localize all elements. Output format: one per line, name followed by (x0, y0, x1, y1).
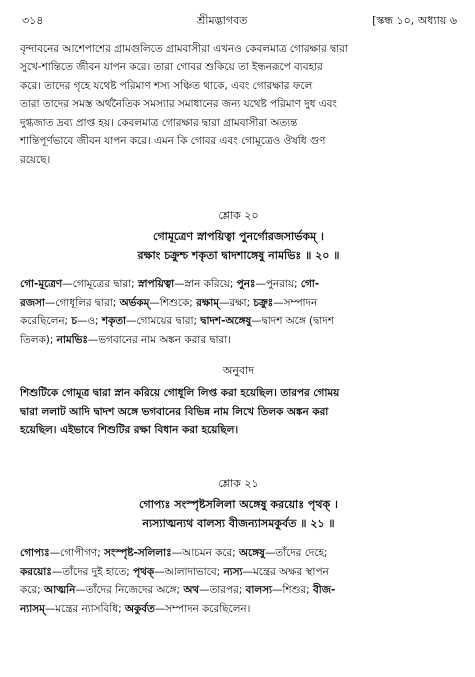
translation-line: শিশুটিকে গোমূত্র দ্বারা স্নান করিয়ে গোধূলি লিপ্ত করা হয়েছিল। তারপর গোময় (20, 387, 340, 399)
sanskrit-term: করয়োঃ (20, 566, 52, 578)
sanskrit-term: গো- (300, 278, 320, 290)
verse-21-line-2: ন্যস্যাত্মন্যথ বালস্য বীজন্যাসমকুর্বত ॥ ২১ ॥ (142, 517, 335, 530)
chapter-reference: [স্কন্ধ ১০, অধ্যায় ৬ (372, 14, 457, 27)
verse-20-line-2: রক্ষাং চক্রুশ্চ শকৃতা দ্বাদশাঙ্গেষু নামভিঃ ॥ ২০ ॥ (137, 249, 340, 262)
sanskrit-term: নামভিঃ (56, 334, 88, 346)
term-meaning: —আলাদাভাবে; (154, 566, 224, 578)
synonym-line (20, 294, 457, 313)
term-meaning: —তাঁদের দুই হাতে; (51, 566, 134, 578)
term-meaning: —তারপর; (199, 584, 246, 596)
purport-line: রয়েছে। (20, 154, 51, 166)
term-meaning: —শিশুর; (271, 584, 313, 596)
term-meaning: —গোপীগণ; (49, 547, 105, 559)
sanskrit-term: অঙ্গেষু (239, 547, 265, 559)
term-meaning: —স্নান করিয়ে; (174, 278, 237, 290)
sanskrit-term: দ্বাদশ-অঙ্গেষু (200, 315, 252, 327)
sanskrit-term: চক্রুঃ (253, 297, 274, 309)
synonym-line (20, 600, 457, 619)
term-meaning: তিলক); (20, 334, 57, 346)
sanskrit-term: রজসা (20, 297, 45, 309)
term-meaning: —মন্ত্রের ন্যাসবিধি; (44, 603, 125, 615)
purport-line: শান্তিপূর্ণভাবে জীবন যাপন করে। এমন কি গোবর এবং গোমূত্রেও ঔষধি গুণ (20, 135, 326, 147)
verse-21-heading: শ্লোক ২১ (218, 477, 259, 490)
term-meaning: —দ্বাদশ অঙ্গে (দ্বাদশ (251, 315, 334, 327)
page-header (22, 10, 457, 30)
book-title: শ্রীমদ্ভাগবত (197, 14, 248, 27)
sanskrit-term: গো-মূত্রেণ (20, 278, 63, 290)
purport-line: বৃন্দাবনের আশেপাশের গ্রামগুলিতে গ্রামবাসীরা এখনও কেবলমাত্র গোরক্ষার দ্বারা (20, 43, 348, 55)
term-meaning: —রক্ষা; (219, 297, 254, 309)
sanskrit-term: অথ (183, 584, 200, 596)
sanskrit-term: বীজ- (312, 584, 336, 596)
sanskrit-term: অকুর্বত (124, 603, 155, 615)
term-meaning: —সম্পাদন করেছিলেন। (154, 603, 251, 615)
term-meaning: —তাঁদের নিজেদের অঙ্গে; (75, 584, 184, 596)
term-meaning: —শিশুকে; (149, 297, 197, 309)
sanskrit-term: সংস্পৃষ্ট-সলিলাঃ (104, 547, 172, 559)
term-meaning: —গোধূলির দ্বারা; (44, 297, 120, 309)
sanskrit-term: আত্মনি (43, 584, 76, 596)
purport-line: তারা তাদের সমস্ত অর্থনৈতিক সমস্যার সমাধানের জন্য যথেষ্ট পরিমাণ দুধ এবং (20, 98, 337, 110)
sanskrit-term: রক্ষাম্ (196, 297, 220, 309)
sanskrit-term: অর্ভকম্ (119, 297, 150, 309)
sanskrit-term: পুনঃ (236, 278, 256, 290)
purport-line: দুগ্ধজাত দ্রব্য প্রাপ্ত হয়। কেবলমাত্র গোরক্ষার দ্বারা গ্রামবাসীরা অত্যন্ত (20, 117, 298, 129)
term-meaning: —গোমূত্রের দ্বারা; (62, 278, 138, 290)
term-meaning: করে; (20, 584, 44, 596)
page-number: ৩১৪ (22, 14, 44, 27)
term-meaning: —পুনরায়; (255, 278, 301, 290)
verse-20-heading: শ্লোক ২০ (218, 209, 259, 222)
sanskrit-term: শকৃতা (101, 315, 127, 327)
term-meaning: —ভগবানের নাম অঙ্কন করার দ্বারা। (87, 334, 231, 346)
sanskrit-term: ন্যস্য (223, 566, 243, 578)
sanskrit-term: গোপ্যঃ (20, 547, 50, 559)
sanskrit-term: চ (71, 315, 77, 327)
synonym-line (20, 312, 457, 331)
sanskrit-term: পৃথক্ (133, 566, 155, 578)
sanskrit-term: স্নাপয়িত্বা (137, 278, 175, 290)
synonym-line (20, 275, 457, 294)
term-meaning: —গোময়ের দ্বারা; (126, 315, 201, 327)
term-meaning: করেছিলেন; (20, 315, 72, 327)
translation-line: হয়েছিল। এইভাবে শিশুটির রক্ষা বিধান করা হয়েছিল। (20, 424, 239, 436)
synonym-line (20, 563, 457, 582)
synonym-line (20, 581, 457, 600)
synonym-line (20, 331, 457, 350)
verse-21-line-1: গোপ্যঃ সংস্পৃষ্টসলিলা অঙ্গেষু করয়োঃ পৃথক্ । (139, 498, 338, 511)
synonym-line (20, 544, 457, 563)
term-meaning: —ও; (76, 315, 102, 327)
term-meaning: —মন্ত্রের অক্ষর স্থাপন (242, 566, 329, 578)
term-meaning: —তাঁদের দেহে; (264, 547, 328, 559)
verse-20-line-1: গোমূত্রেণ স্নাপয়িত্বা পুনর্গোরজসার্ভকম্ । (152, 230, 324, 243)
term-meaning: —আচমন করে; (171, 547, 240, 559)
translation-line: দ্বারা ললাট আদি দ্বাদশ অঙ্গে ভগবানের বিভিন্ন নাম লিখে তিলক অঙ্কন করা (20, 406, 329, 418)
purport-line: সুখে-শান্তিতে জীবন যাপন করে। তারা গোবর শুকিয়ে তা ইন্ধনরূপে ব্যবহার (20, 61, 323, 73)
sanskrit-term: ন্যাসম্ (20, 603, 45, 615)
purport-line: করে। তাদের গৃহে যথেষ্ট পরিমাণ শস্য সঞ্চিত থাকে, এবং গোরক্ষার ফলে (20, 80, 313, 92)
sanskrit-term: বালস্য (245, 584, 272, 596)
translation-heading: অনুবাদ (222, 364, 255, 377)
term-meaning: —সম্পাদন (273, 297, 318, 309)
